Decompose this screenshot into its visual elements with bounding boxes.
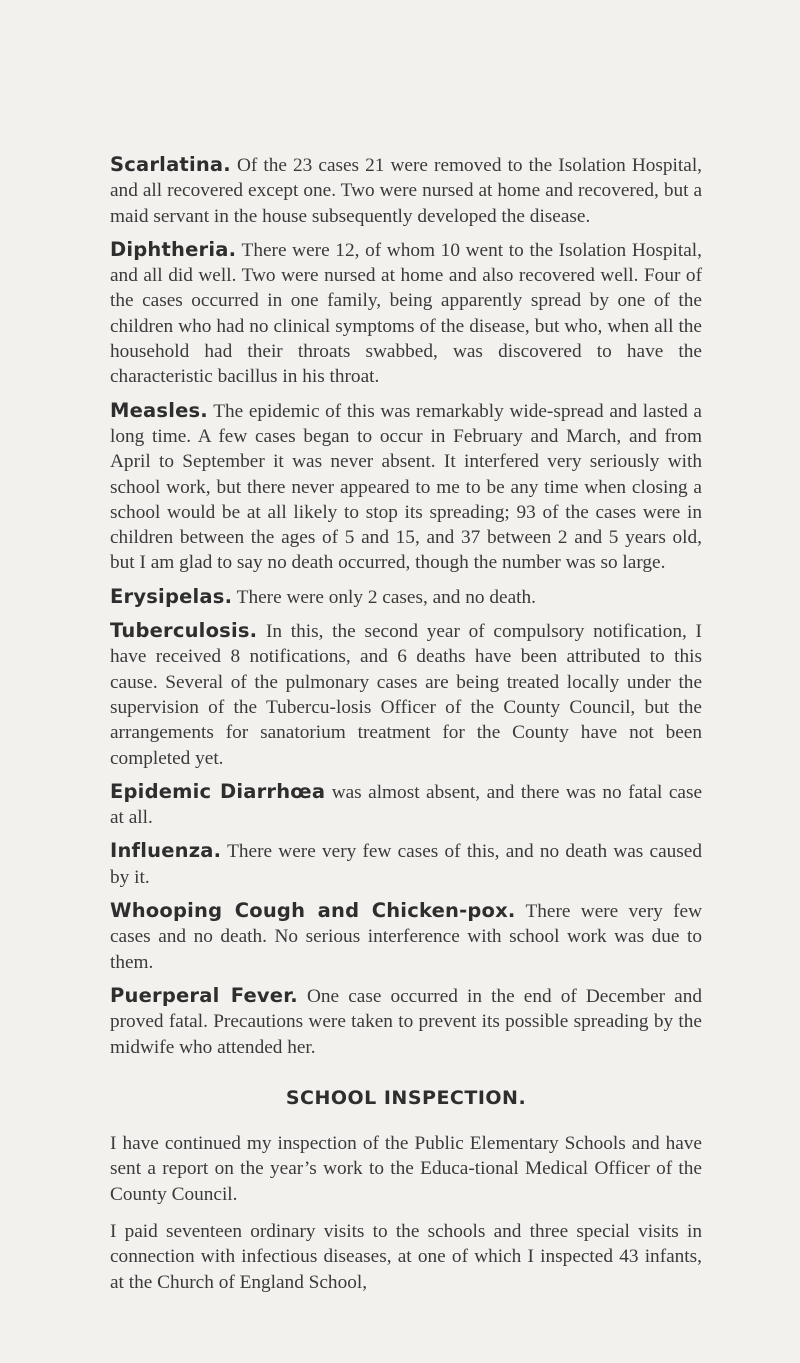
paragraph-measles: [110, 398, 702, 576]
text-erysipelas: There were only 2 cases, and no death.: [236, 586, 536, 608]
text-puerperal-fever: One case occurred in the end of December and proved fatal. Precautions were taken to prevent its possible spreading by the midwife who attended her.: [110, 985, 703, 1058]
heading-puerperal-fever: Puerperal Fever.: [110, 983, 298, 1007]
paragraph-school-inspection-1: I have continued my inspection of the Public Elementary Schools and have sent a report on the year’s work to the Educa-tional Medical Officer of the County Council.: [110, 1133, 702, 1205]
paragraph-epidemic-diarrhoea: [110, 779, 702, 831]
paragraph-scarlatina: [110, 152, 702, 229]
paragraph-tuberculosis: [110, 618, 702, 771]
heading-epidemic-diarrhoea: Epidemic Diarrhœa: [110, 779, 326, 803]
paragraph-puerperal-fever: [110, 983, 702, 1060]
text-measles: The epidemic of this was remarkably wide-spread and lasted a long time. A few cases began to occur in February and March, and from April to September it was never absent. It interfered very seriously with school work, but there never appeared to me to be any time when closing a school would be at all likely to stop its spreading; 93 of the cases were in children between the ages of 5 and 15, and 37 between 2 and 5 years old, but I am glad to say no death occurred, though the number was so large.: [110, 400, 702, 574]
heading-scarlatina: Scarlatina.: [110, 153, 231, 176]
text-scarlatina: Of the 23 cases 21 were removed to the Isolation Hospital, and all recovered except one. Two were nursed at home and recovered, but a maid servant in the house subsequently developed the disease.: [110, 155, 702, 227]
text-whooping-cough: There were very few cases and no death. No serious interference with school work was due to them.: [110, 901, 703, 973]
paragraph-influenza: [110, 838, 702, 890]
paragraph-whooping-cough: [110, 898, 702, 975]
text-tuberculosis: In this, the second year of compulsory notification, I have received 8 notifications, and 6 deaths have been attributed to this cause. Several of the pulmonary cases are being treated locally under the supervision of the Tubercu-losis Officer of the County Council, but the arrangements for sanatorium treatment for the County have not been completed yet.: [110, 621, 702, 769]
text-diphtheria: There were 12, of whom 10 went to the Isolation Hospital, and all did well. Two were nursed at home and also recovered well. Four of the cases occurred in one family, being apparently spread by one of the children who had no clinical symptoms of the disease, but who, when all the household had their throats swabbed, was discovered to have the characteristic bacillus in his throat.: [110, 239, 702, 388]
text-epidemic-diarrhoea: was almost absent, and there was no fatal case at all.: [110, 781, 703, 829]
heading-influenza: Influenza.: [110, 839, 222, 863]
section-title-school-inspection: SCHOOL INSPECTION.: [285, 1086, 527, 1109]
heading-erysipelas: Erysipelas.: [110, 584, 233, 608]
heading-diphtheria: Diphtheria.: [110, 237, 237, 261]
heading-whooping-cough: Whooping Cough and Chicken-pox.: [110, 899, 516, 923]
text-influenza: There were very few cases of this, and no death was caused by it.: [110, 841, 702, 888]
paragraph-erysipelas: [110, 584, 702, 610]
document-page: [110, 152, 702, 1307]
heading-tuberculosis: Tuberculosis.: [110, 619, 258, 643]
paragraph-diphtheria: [110, 237, 702, 390]
heading-measles: Measles.: [110, 398, 208, 422]
paragraph-school-inspection-2: I paid seventeen ordinary visits to the schools and three special visits in connection with infectious diseases, at one of which I inspected 43 infants, at the Church of England School,: [110, 1220, 702, 1293]
